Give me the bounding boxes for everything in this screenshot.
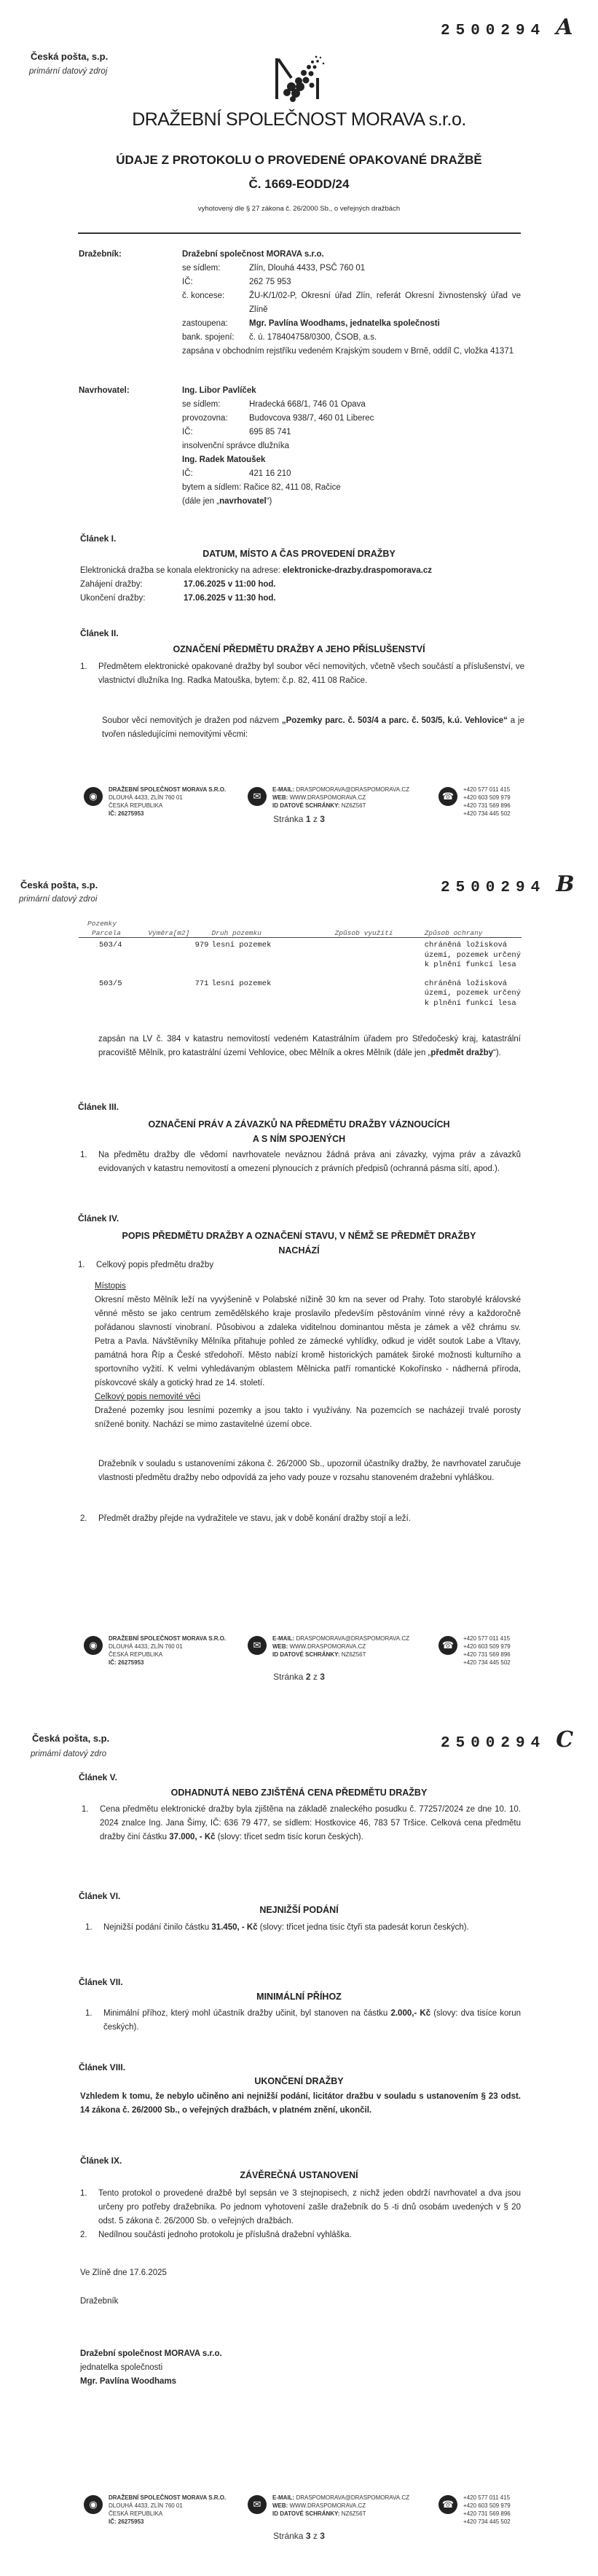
footer-web-link[interactable]: WWW.DRASPOMORAVA.CZ bbox=[289, 2502, 366, 2509]
article-6-heading: NEJNIŽŠÍ PODÁNÍ bbox=[259, 1905, 339, 1915]
auction-address: Elektronická dražba se konala elektronicky na adrese: elektronicke-drazby.draspomorava.cz bbox=[80, 566, 433, 575]
page-number: Stránka 1 z 3 bbox=[273, 814, 325, 824]
article-7-label: Článek VII. bbox=[79, 1977, 123, 1987]
footer-email-link[interactable]: DRASPOMORAVA@DRASPOMORAVA.CZ bbox=[296, 786, 409, 793]
page-number: Stránka 3 z 3 bbox=[273, 2531, 325, 2541]
article-7-item-1: 1. Minimální příhoz, který mohl účastník dražby učinit, byl stanoven na částku 2.000,- Kč (slovy: dva tisíce korun českých). bbox=[85, 2009, 521, 2032]
envelope-icon: ✉ bbox=[248, 787, 267, 806]
footer-contact: ✉ E-MAIL: DRASPOMORAVA@DRASPOMORAVA.CZ WEB: WWW.DRASPOMORAVA.CZ ID DATOVÉ SCHRÁNKY: NZ6Z56T bbox=[248, 1635, 409, 1659]
signature-block bbox=[80, 2347, 222, 2389]
drazebnik-name: Dražební společnost MORAVA s.r.o. bbox=[182, 250, 324, 259]
drazebnik-block bbox=[182, 248, 521, 359]
auction-start: Zahájení dražby: 17.06.2025 v 11:00 hod. bbox=[80, 580, 276, 589]
footer-email-link[interactable]: DRASPOMORAVA@DRASPOMORAVA.CZ bbox=[296, 2494, 409, 2501]
signatory-role: Dražebník bbox=[80, 2297, 119, 2306]
article-9-item-2: 2. Nedílnou součástí jednoho protokolu je příslušná dražební vyhláška. bbox=[80, 2231, 352, 2239]
drazebnik-field: bank. spojení: č. ú. 178404758/0300, ČSOB, a.s. bbox=[182, 333, 377, 342]
minimum-increment: 2.000,- Kč bbox=[390, 2009, 431, 2018]
footer-phones: ☎ +420 577 011 415 +420 603 509 979 +420 731 569 896 +420 734 445 502 bbox=[438, 786, 511, 818]
auction-end: Ukončení dražby: 17.06.2025 v 11:30 hod. bbox=[80, 594, 276, 603]
drazebnik-field: IČ: 262 75 953 bbox=[182, 278, 291, 286]
post-name: Česká pošta, s.p. bbox=[32, 1733, 110, 1744]
navrhovatel-alias: (dále jen „navrhovatel“) bbox=[182, 497, 272, 506]
article-1-heading: DATUM, MÍSTO A ČAS PROVEDENÍ DRAŽBY bbox=[202, 549, 396, 559]
page-number: Stránka 2 z 3 bbox=[273, 1672, 325, 1682]
envelope-icon: ✉ bbox=[248, 1636, 267, 1655]
debtor-ic: IČ: 421 16 210 bbox=[182, 469, 291, 478]
navrhovatel-field: IČ: 695 85 741 bbox=[182, 428, 291, 436]
signature-name: Mgr. Pavlína Woodhams bbox=[80, 2377, 177, 2386]
navrhovatel-field: se sídlem: Hradecká 668/1, 746 01 Opava bbox=[182, 400, 366, 409]
stamp-page-a bbox=[441, 15, 573, 40]
document-title: ÚDAJE Z PROTOKOLU O PROVEDENÉ OPAKOVANÉ DRAŽBĚ bbox=[116, 153, 482, 167]
table-row: 503/5 771 lesní pozemek chráněná ložisková území, pozemek určený k plnění funkcí lesa bbox=[99, 979, 522, 1008]
article-8-label: Článek VIII. bbox=[79, 2062, 126, 2072]
map-pin-icon: ◉ bbox=[84, 2495, 103, 2514]
stamp-number: 2500294 bbox=[441, 880, 546, 896]
article-9-heading: ZÁVĚREČNÁ USTANOVENÍ bbox=[240, 2170, 358, 2180]
article-3-heading: OZNAČENÍ PRÁV A ZÁVAZKŮ NA PŘEDMĚTU DRAŽBY VÁZNOUCÍCH A S NÍM SPOJENÝCH bbox=[148, 1119, 450, 1144]
place-date: Ve Zlíně dne 17.6.2025 bbox=[80, 2268, 167, 2277]
map-pin-icon: ◉ bbox=[84, 1636, 103, 1655]
post-name: Česká pošta, s.p. bbox=[31, 51, 109, 62]
debtor-address: bytem a sídlem: Račice 82, 411 08, Račice bbox=[182, 483, 341, 492]
article-2-collection-name: Soubor věcí nemovitých je dražen pod názvem „Pozemky parc. č. 503/4 a parc. č. 503/5, k.ú. Vehlovice“ a je tvořen následujícími nemovitými věcmi: bbox=[102, 716, 524, 739]
article-9-label: Článek IX. bbox=[80, 2156, 122, 2166]
stamp-page-c bbox=[441, 1727, 573, 1753]
footer-address: ◉ DRAŽEBNÍ SPOLEČNOST MORAVA S.R.O. DLOUHÁ 4433, ZLÍN 760 01 ČESKÁ REPUBLIKA IČ: 26275953 bbox=[84, 2494, 226, 2526]
article-6-label: Článek VI. bbox=[79, 1891, 121, 1901]
grape-hammer-logo-icon bbox=[271, 55, 329, 102]
navrhovatel-block bbox=[182, 384, 521, 509]
footer-web-link[interactable]: WWW.DRASPOMORAVA.CZ bbox=[289, 794, 366, 801]
article-7-heading: MINIMÁLNÍ PŘÍHOZ bbox=[256, 1992, 342, 2002]
footer-contact: ✉ E-MAIL: DRASPOMORAVA@DRASPOMORAVA.CZ WEB: WWW.DRASPOMORAVA.CZ ID DATOVÉ SCHRÁNKY: NZ6Z56T bbox=[248, 786, 409, 810]
phone-icon: ☎ bbox=[438, 1636, 457, 1655]
article-4-item-1: 1. Celkový popis předmětu dražby bbox=[78, 1261, 214, 1269]
stamp-page-b bbox=[441, 872, 575, 897]
property-description-text: Dražené pozemky jsou lesními pozemky a jsou takto i využívány. Na pozemcích se nacházejí trvalé porosty snížené bonity. Nachází se mimo zastavitelné území obce. bbox=[95, 1406, 521, 1429]
auction-address-link[interactable]: elektronicke-drazby.draspomorava.cz bbox=[283, 566, 433, 575]
mistopis-text: Okresní město Mělník leží na vyvýšenině v Polabské nížině 30 km na sever od Prahy. Toto starobylé královské věnné město se jako centrum zemědělského kraje proslavilo především pěstováním vinné révy a každoročně pořádanou slavností vinobraní. Působivou a zdaleka viditelnou dominantou města je zámek a věž chrámu sv. Petra a Pavla. Návštěvníky Mělníka přitahuje pohled ze zámecké vyhlídky, odkud je vidět soutok Labe a Vltavy, památná hora Říp a České středohoří. Město nabízí kromě historických památek široké možnosti kulturního a sportovního vyžití. K velmi vyhledávaným oblastem Mělnicka patří romantické Kokořínsko - nádherná příroda, pískovcové skály a gotický hrad ze 14. století. bbox=[95, 1296, 521, 1387]
footer-web-link[interactable]: WWW.DRASPOMORAVA.CZ bbox=[289, 1643, 366, 1650]
article-3-label: Článek III. bbox=[78, 1102, 119, 1112]
navrhovatel-field: provozovna: Budovcova 938/7, 460 01 Liberec bbox=[182, 414, 374, 423]
article-5-heading: ODHADNUTÁ NEBO ZJIŠTĚNÁ CENA PŘEDMĚTU DRAŽBY bbox=[170, 1788, 428, 1798]
title-divider bbox=[78, 232, 521, 234]
article-3-item-1: 1. Na předmětu dražby dle vědomí navrhovatele neváznou žádná práva ani závazky, vyjma práv a závazků evidovaných v katastru nemovitostí a omezení plynoucích z právních předpisů (ochranná pásma sítí, apod.). bbox=[80, 1151, 521, 1173]
document-number: Č. 1669-EODD/24 bbox=[248, 177, 350, 191]
article-8-heading: UKONČENÍ DRAŽBY bbox=[254, 2076, 344, 2086]
debtor-name: Ing. Radek Matoušek bbox=[182, 455, 266, 464]
table-header-row: Parcela Výměra[m2] Druh pozemku Způsob využití Způsob ochrany bbox=[79, 929, 522, 938]
company-title: DRAŽEBNÍ SPOLEČNOST MORAVA s.r.o. bbox=[132, 109, 466, 130]
lowest-bid: 31.450, - Kč bbox=[211, 1923, 258, 1932]
stamp-letter: A bbox=[556, 15, 573, 40]
drazebnik-label: Dražebník: bbox=[79, 250, 122, 259]
page-footer bbox=[84, 786, 528, 837]
article-5-label: Článek V. bbox=[79, 1772, 117, 1782]
table-group-header: Pozemky bbox=[87, 920, 117, 928]
footer-email-link[interactable]: DRASPOMORAVA@DRASPOMORAVA.CZ bbox=[296, 1635, 409, 1642]
signature-title: jednatelka společnosti bbox=[80, 2363, 163, 2372]
parcel-table bbox=[79, 919, 522, 1014]
post-name: Česká pošta, s.p. bbox=[20, 880, 98, 890]
article-4-description bbox=[95, 1280, 521, 1432]
drazebnik-field: č. koncese: ŽU-K/1/02-P, Okresní úřad Zlín, referát Okresní živnostenský úřad ve Zlíně bbox=[182, 291, 521, 314]
footer-phones: ☎ +420 577 011 415 +420 603 509 979 +420 731 569 896 +420 734 445 502 bbox=[438, 2494, 511, 2526]
article-4-heading: POPIS PŘEDMĚTU DRAŽBY A OZNAČENÍ STAVU, V NĚMŽ SE PŘEDMĚT DRAŽBY NACHÁZÍ bbox=[122, 1231, 476, 1256]
stamp-letter: C bbox=[556, 1727, 574, 1753]
footer-phones: ☎ +420 577 011 415 +420 603 509 979 +420 731 569 896 +420 734 445 502 bbox=[438, 1635, 511, 1667]
drazebnik-field: se sídlem: Zlín, Dlouhá 4433, PSČ 760 01 bbox=[182, 264, 366, 273]
footer-contact: ✉ E-MAIL: DRASPOMORAVA@DRASPOMORAVA.CZ WEB: WWW.DRASPOMORAVA.CZ ID DATOVÉ SCHRÁNKY: NZ6Z56T bbox=[248, 2494, 409, 2518]
navrhovatel-role: insolvenční správce dlužníka bbox=[182, 442, 290, 450]
article-9-item-1: 1. Tento protokol o provedené dražbě byl sepsán ve 3 stejnopisech, z nichž jeden obdrží navrhovatel a dva jsou určeny pro potřeby dražebníka. Po jednom vyhotovení zašle dražebník do 5 -ti dnů osobám uvedených v § 20 odst. 5 zákona č. 26/2000 Sb. o veřejných dražbách. bbox=[80, 2189, 521, 2225]
stamp-letter: B bbox=[556, 872, 575, 897]
post-source: primární datový zdroj bbox=[29, 67, 108, 76]
navrhovatel-name: Ing. Libor Pavlíček bbox=[182, 386, 256, 395]
article-2-registry: zapsán na LV č. 384 v katastru nemovitostí vedeném Katastrálním úřadem pro Středočeský kraj, katastrální pracoviště Mělník, pro katastrální území Vehlovice, obec Mělník a okres Mělník (dále jen „předmět dražby“). bbox=[98, 1035, 521, 1057]
footer-address: ◉ DRAŽEBNÍ SPOLEČNOST MORAVA S.R.O. DLOUHÁ 4433, ZLÍN 760 01 ČESKÁ REPUBLIKA IČ: 26275953 bbox=[84, 1635, 226, 1667]
article-6-item-1: 1. Nejnižší podání činilo částku 31.450, - Kč (slovy: třicet jedna tisíc čtyři sta padesát korun českých). bbox=[85, 1923, 469, 1932]
property-description-label: Celkový popis nemovité věci bbox=[95, 1393, 201, 1401]
article-5-item-1: 1. Cena předmětu elektronické dražby byla zjištěna na základě znaleckého posudku č. 77257/2024 ze dne 10. 10. 2024 znalce Ing. Jana Šimy, IČ: 636 79 477, se sídlem: Hostkovice 46, 783 57 Tršice. Celková cena předmětu dražby činí částku 37.000, - Kč (slovy: třicet sedm tisíc korun českých). bbox=[82, 1805, 521, 1841]
article-9-items bbox=[80, 2187, 521, 2242]
document-subtitle: vyhotovený dle § 27 zákona č. 26/2000 Sb., o veřejných dražbách bbox=[197, 205, 401, 213]
drazebnik-field: zastoupena: Mgr. Pavlína Woodhams, jednatelka společnosti bbox=[182, 319, 440, 328]
article-1-label: Článek I. bbox=[80, 533, 117, 544]
phone-icon: ☎ bbox=[438, 2495, 457, 2514]
article-4-note: Dražebník v souladu s ustanoveními zákona č. 26/2000 Sb., upozornil účastníky dražby, že navrhovatel zaručuje vlastnosti předmětu dražby nebo odpovídá za jeho vady pouze v rozsahu stanoveném dražební vyhláškou. bbox=[98, 1460, 521, 1482]
signature-company: Dražební společnost MORAVA s.r.o. bbox=[80, 2349, 222, 2358]
post-source: primámí datový zdro bbox=[31, 1750, 107, 1758]
stamp-number: 2500294 bbox=[441, 1735, 546, 1752]
map-pin-icon: ◉ bbox=[84, 787, 103, 806]
post-source: primární datový zdroi bbox=[19, 895, 98, 904]
envelope-icon: ✉ bbox=[248, 2495, 267, 2514]
mistopis-label: Místopis bbox=[95, 1282, 126, 1291]
article-4-item-2: 2. Předmět dražby přejde na vydražitele ve stavu, jak v době konání dražby stojí a leží. bbox=[80, 1514, 411, 1523]
phone-icon: ☎ bbox=[438, 787, 457, 806]
footer-address: ◉ DRAŽEBNÍ SPOLEČNOST MORAVA S.R.O. DLOUHÁ 4433, ZLÍN 760 01 ČESKÁ REPUBLIKA IČ: 26275953 bbox=[84, 786, 226, 818]
drazebnik-register: zapsána v obchodním rejstříku vedeném Krajským soudem v Brně, oddíl C, vložka 41371 bbox=[182, 347, 514, 356]
article-2-item-1: 1. Předmětem elektronické opakované dražby byl soubor věcí nemovitých, včetně všech součástí a příslušenství, ve vlastnictví dlužníka Ing. Radka Matouška, bytem: č.p. 82, 411 08 Račice. bbox=[80, 662, 524, 685]
article-4-label: Článek IV. bbox=[78, 1213, 119, 1224]
article-8-text: Vzhledem k tomu, že nebylo učiněno ani nejnižší podání, licitátor dražbu v souladu s ustanovením § 23 odst. 14 zákona č. 26/2000 Sb., o veřejných dražbách, v platném znění, ukončil. bbox=[80, 2092, 521, 2115]
stamp-number: 2500294 bbox=[441, 23, 546, 39]
article-2-label: Článek II. bbox=[80, 628, 119, 638]
navrhovatel-label: Navrhovatel: bbox=[79, 386, 130, 395]
estimated-price: 37.000, - Kč bbox=[169, 1833, 216, 1841]
article-1-body bbox=[80, 564, 524, 606]
table-row: 503/4 979 lesní pozemek chráněná ložisková území, pozemek určený k plnění funkcí lesa bbox=[99, 941, 522, 969]
article-2-heading: OZNAČENÍ PŘEDMĚTU DRAŽBY A JEHO PŘÍSLUŠENSTVÍ bbox=[173, 644, 425, 654]
